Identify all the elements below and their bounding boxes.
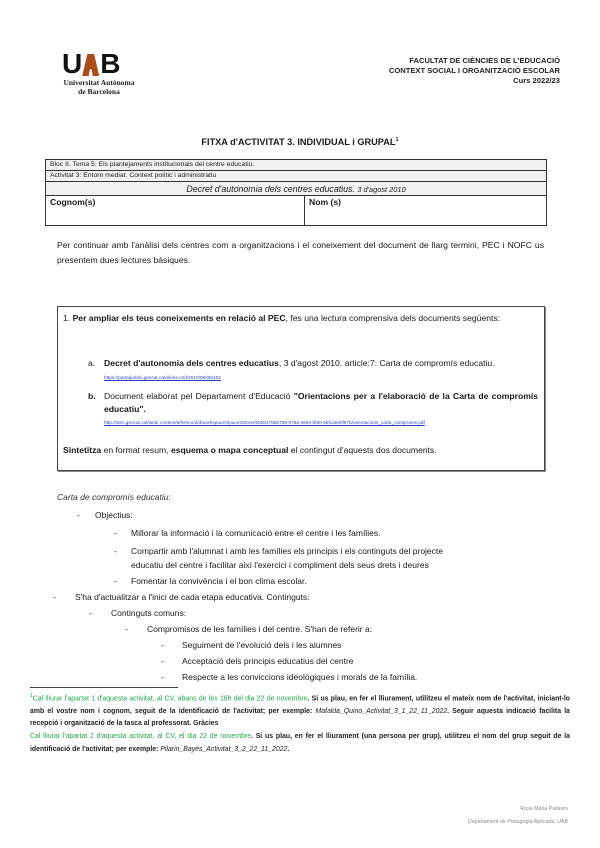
footnote-1-mark: 1 (30, 693, 33, 699)
task-synthesis (63, 444, 543, 457)
task-item-a (88, 357, 528, 384)
surname-label: Cognom(s) (50, 197, 96, 207)
title-text: FITXA d'ACTIVITAT 3. INDIVIDUAL i GRUPAL (201, 137, 396, 148)
bullet-dash: - (114, 528, 117, 538)
logo-university-name (62, 78, 136, 96)
footnote-2-example: Pilarin_Bayés_Activitat_3_2_22_11_2022 (160, 745, 288, 753)
note-line: Compromisos de les famílies i del centre. S'han de referir a: (147, 624, 373, 634)
footnote-1-deadline: Cal lliurar l'apartat 1 d'aquesta activitat, al CV, abans de les 16h del dia 22 de novembre (32, 695, 308, 703)
notes-heading: Carta de compromís educatiu: (57, 492, 171, 502)
author-name: Rosa Maria Pallarès (520, 806, 568, 812)
academic-year: Curs 2022/23 (513, 76, 560, 85)
footnote-2 (30, 731, 570, 756)
task-number: 1. (63, 313, 71, 323)
synthesis-bold-1: Sintetitza (63, 445, 102, 455)
surname-field[interactable] (46, 196, 305, 226)
task-box (57, 306, 545, 471)
note-line: Seguiment de l'evolució dels i les alumnes (182, 640, 342, 650)
bullet-dash: - (125, 624, 128, 634)
task-prompt-text: , fes una lectura comprensiva dels documents següents: (285, 313, 501, 323)
bullet-dash: - (53, 592, 56, 602)
footnote-2-end: . (287, 745, 290, 753)
bullet-dash: - (114, 576, 117, 586)
note-line: Respecte a les conviccions ideològiques i morals de la família. (182, 672, 418, 682)
decree-date: 3 d'agost 2010 (357, 184, 406, 194)
bullet-dash: - (89, 608, 92, 618)
item-b-text: Document elaborat pel Departament d'Educació (104, 391, 294, 401)
bullet-dash: - (77, 510, 80, 520)
course-name: CONTEXT SOCIAL I ORGANITZACIÓ ESCOLAR (388, 66, 560, 75)
synthesis-bold-2: esquema o mapa conceptual (170, 445, 289, 455)
footnote-mark: 1 (395, 137, 399, 143)
item-a-bold: Decret d'autonomia dels centres educatius (104, 358, 279, 368)
task-prompt (63, 312, 538, 325)
footnote-2-text: . Si us plau, en fer el lliurament (una persona per grup), utilitzeu el nom del grup seguit de la identificació de l'activitat; per exemple: (30, 733, 571, 753)
item-b-marker: b. (88, 391, 96, 401)
decree-cell (46, 182, 547, 196)
activity-cell: Activitat 3: Entorn mediat. Context polític i administratiu (46, 171, 547, 182)
block-cell: Bloc II. Tema 5: Els plantejaments institucionals del centre educatiu. (46, 160, 547, 171)
item-b-bold: "Orientacions per a l'elaboració de la Carta de compromís educatiu". (104, 391, 538, 414)
decree-title: Decret d'autonomia dels centres educatius. (186, 183, 355, 194)
intro-paragraph: Per continuar amb l'anàlisi dels centres com a organitzacions i el coneixement del document de llarg termini, PEC i NOFC us presentem dues lectures bàsiques. (57, 240, 544, 265)
logo-letter-b: B (100, 48, 120, 79)
note-line: educatiu del centre i facilitar així l'exercici i compliment dels seus drets i deures (131, 560, 429, 570)
bullet-dash: - (161, 656, 164, 666)
footnote-2-deadline: Cal lliurar l'apartat 2 d'aquesta activitat, al CV, el dia 22 de novembre (30, 733, 251, 741)
course-header (389, 56, 560, 86)
logo-line-1: Universitat Autònoma (63, 78, 135, 87)
page-title (0, 137, 600, 147)
item-b-link[interactable]: http://xtec.gencat.cat/web/.content/alfresco/d/d/workspace/SpacesStore/0046/47b8b708-675a-4693-bf60-5bfcde80f87b/orientacions_carta_compromis.pdf (104, 420, 425, 425)
name-field[interactable] (305, 196, 547, 226)
logo-letter-u: U (62, 48, 82, 79)
footnotes (30, 690, 570, 756)
synthesis-text-2: el contingut d'aquests dos documents. (288, 445, 437, 455)
department-name: Departament de Pedagogia Aplicada. UAB (467, 818, 568, 825)
activity-info-table (45, 159, 547, 226)
bullet-dash: - (161, 672, 164, 682)
uab-logo-mark (62, 48, 152, 79)
logo-a-shape-icon (82, 54, 99, 76)
note-line: Continguts comuns: (111, 608, 187, 618)
note-line: Millorar la informació i la comunicació entre el centre i les famílies. (131, 528, 381, 538)
faculty-name: FACULTAT DE CIÈNCIES DE L'EDUCACIÓ (409, 56, 560, 65)
logo-line-2: de Barcelona (78, 87, 120, 96)
bullet-dash: - (114, 546, 117, 556)
bullet-dash: - (161, 640, 164, 650)
footnote-1-example: Mafalda_Quino_Activitat_3_1_22_11_2022 (315, 707, 448, 715)
item-a-text: , 3 d'agost 2010. article:7: Carta de compromís educatiu. (278, 358, 495, 368)
task-item-b (88, 390, 538, 427)
note-line: S'ha d'actualitzar a l'inici de cada etapa educativa. Continguts: (75, 592, 310, 602)
footnote-separator (30, 687, 178, 688)
note-line: Objectius: (95, 510, 133, 520)
item-a-marker: a. (88, 358, 96, 368)
note-line: Acceptació dels principis educatius del centre (182, 656, 354, 666)
synthesis-text-1: en format resum, (101, 445, 171, 455)
name-label: Nom (s) (309, 197, 341, 207)
signature (468, 803, 568, 828)
footnote-1-text: . Si us plau, en fer el lliurament, utilitzeu el mateix nom de l'activitat, iniciant-lo amb el vostre nom i cognom, seguit de la identificació de l'activitat; per exemple: (30, 695, 571, 715)
note-line: Compartir amb l'alumnat i amb les famílies els principis i els continguts del projecte (131, 546, 444, 556)
note-line: Fomentar la convivència i el bon clima escolar. (131, 576, 307, 586)
item-a-link[interactable]: https://portaljuridic.gencat.cat/eli/es-ct/d/2010/08/08/102 (104, 374, 221, 380)
task-prompt-bold: Per ampliar els teus coneixements en relació al PEC (72, 313, 286, 323)
footnote-1-end: . Seguir aquesta indicació facilita la recepció i organització de la tasca al professorat. Gràcies (30, 707, 570, 728)
uab-logo (62, 48, 152, 96)
footnote-1 (30, 690, 570, 731)
